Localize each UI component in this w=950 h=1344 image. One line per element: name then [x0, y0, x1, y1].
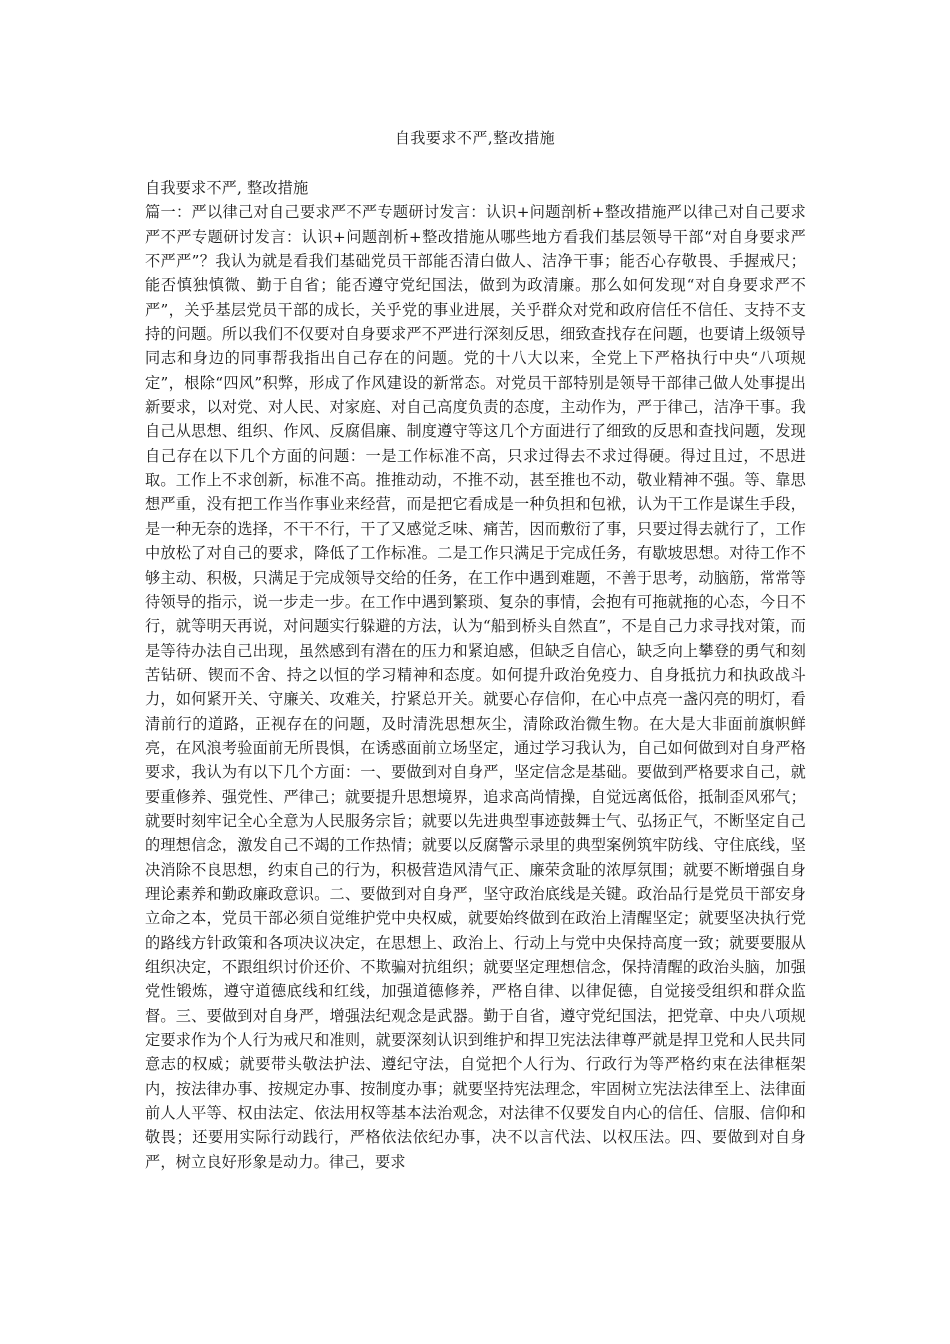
document-title: 自我要求不严,整改措施: [394, 129, 556, 147]
document-body: [145, 176, 806, 1174]
body-paragraph: 篇一：严以律己对自己要求严不严专题研讨发言：认识+问题剖析+整改措施严以律己对自己要求严不严专题研讨发言：认识+问题剖析+整改措施从哪些地方看我们基层领导干部“对自身要求严不严严”？我认为就是看我们基础党员干部能否清白做人、洁净干事；能否心存敬畏、手握戒尺；能否慎独慎微、勤于自省；能否遵守党纪国法，做到为政清廉。那么如何发现“对自身要求严不严”，关乎基层党员干部的成长，关乎党的事业进展，关乎群众对党和政府信任不信任、支持不支持的问题。所以我们不仅要对自身要求严不严进行深刻反思，细致查找存在问题，也要请上级领导同志和身边的同事帮我指出自己存在的问题。党的十八大以来，全党上下严格执行中央“八项规定”，根除“四风”积弊，形成了作风建设的新常态。对党员干部特别是领导干部律己做人处事提出新要求，以对党、对人民、对家庭、对自己高度负责的态度，主动作为，严于律己，洁净干事。我自己从思想、组织、作风、反腐倡廉、制度遵守等这几个方面进行了细致的反思和查找问题，发现自己存在以下几个方面的问题：一是工作标准不高，只求过得去不求过得硬。得过且过，不思进取。工作上不求创新，标准不高。推推动动，不推不动，甚至推也不动，敬业精神不强。等、靠思想严重，没有把工作当作事业来经营，而是把它看成是一种负担和包袱，认为干工作是谋生手段，是一种无奈的选择，不干不行，干了又感觉乏味、痛苦，因而敷衍了事，只要过得去就行了，工作中放松了对自己的要求，降低了工作标准。二是工作只满足于完成任务，有歇坡思想。对待工作不够主动、积极，只满足于完成领导交给的任务，在工作中遇到难题，不善于思考，动脑筋，常常等待领导的指示，说一步走一步。在工作中遇到繁琐、复杂的事情，会抱有可拖就拖的心态，今日不行，就等明天再说，对问题实行躲避的方法，认为“船到桥头自然直”，不是自己力求寻找对策，而是等待办法自己出现，虽然感到有潜在的压力和紧迫感，但缺乏自信心，缺乏向上攀登的勇气和刻苦钻研、锲而不舍、持之以恒的学习精神和态度。如何提升政治免疫力、自身抵抗力和执政战斗力，如何紧开关、守廉关、攻难关，拧紧总开关。就要心存信仰，在心中点亮一盏闪亮的明灯，看清前行的道路，正视存在的问题，及时清洗思想灰尘，清除政治微生物。在大是大非面前旗帜鲜亮，在风浪考验面前无所畏惧，在诱惑面前立场坚定，通过学习我认为，自己如何做到对自身严格要求，我认为有以下几个方面：一、要做到对自身严，坚定信念是基础。要做到严格要求自己，就要重修养、强党性、严律己；就要提升思想境界，追求高尚情操，自觉远离低俗，抵制歪风邪气；就要时刻牢记全心全意为人民服务宗旨；就要以先进典型事迹鼓舞士气、弘扬正气，不断坚定自己的理想信念，激发自己不竭的工作热情；就要以反腐警示录里的典型案例筑牢防线、守住底线，坚决消除不良思想，约束自己的行为，积极营造风清气正、廉荣贪耻的浓厚氛围；就要不断增强自身理论素养和勤政廉政意识。二、要做到对自身严，坚守政治底线是关键。政治品行是党员干部安身立命之本，党员干部必须自觉维护党中央权威，就要始终做到在政治上清醒坚定；就要坚决执行党的路线方针政策和各项决议决定，在思想上、政治上、行动上与党中央保持高度一致；就要要服从组织决定，不跟组织讨价还价、不欺骗对抗组织；就要坚定理想信念，保持清醒的政治头脑，加强党性锻炼，遵守道德底线和红线，加强道德修养，严格自律、以律促德，自觉接受组织和群众监督。三、要做到对自身严，增强法纪观念是武器。勤于自省，遵守党纪国法，把党章、中央八项规定要求作为个人行为戒尺和准则，就要深刻认识到维护和捍卫宪法法律尊严就是捍卫党和人民共同意志的权威；就要带头敬法护法、遵纪守法，自觉把个人行为、行政行为等严格约束在法律框架内，按法律办事、按规定办事、按制度办事；就要坚持宪法理念，牢固树立宪法法律至上、法律面前人人平等、权由法定、依法用权等基本法治观念，对法律不仅要发自内心的信任、信服、信仰和敬畏；还要用实际行动践行，严格依法依纪办事，决不以言代法、以权压法。四、要做到对自身严，树立良好形象是动力。律己，要求: [145, 203, 806, 1171]
body-heading: 自我要求不严, 整改措施: [145, 179, 309, 197]
